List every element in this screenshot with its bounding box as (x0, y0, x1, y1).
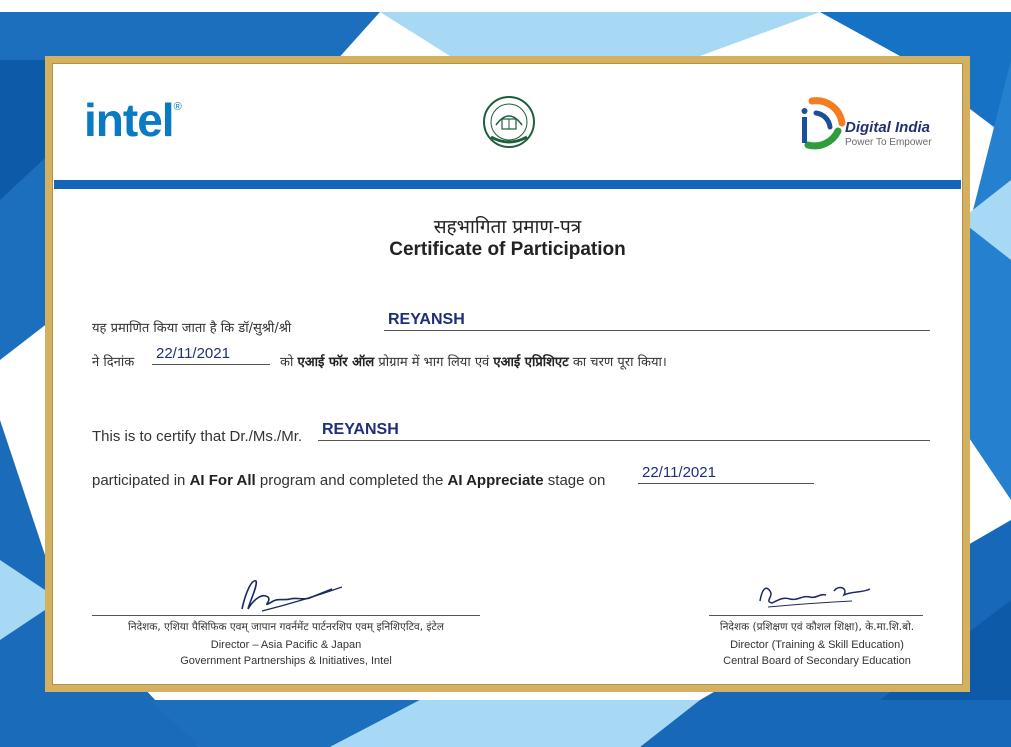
hindi-program-name: एआई फॉर ऑल (297, 355, 375, 370)
english-stage-name: AI Appreciate (447, 472, 544, 489)
english-name-field: REYANSH (318, 421, 930, 441)
intel-wordmark: intel (84, 94, 174, 146)
title-hindi: सहभागिता प्रमाण-पत्र (433, 216, 582, 238)
left-signature-icon (232, 571, 352, 616)
english-line1-prefix: This is to certify that Dr./Ms./Mr. (92, 428, 303, 445)
left-signatory-org: Government Partnerships & Initiatives, Intel (180, 655, 392, 667)
digital-india-title: Digital India (845, 119, 931, 136)
english-line2-part1: participated in (92, 472, 186, 489)
digital-india-logo (845, 119, 932, 148)
hindi-line2-rest (280, 352, 667, 370)
right-signatory-hindi: निदेशक (प्रशिक्षण एवं कौशल शिक्षा), के.मा.शि.बो. (719, 621, 915, 633)
header-divider-band (54, 180, 961, 189)
hindi-line2-part3: का चरण पूरा किया। (572, 355, 667, 370)
hindi-stage-name: एआई एप्रिशिएट (493, 355, 569, 370)
right-signature-line (709, 615, 923, 616)
title-english: Certificate of Participation (389, 239, 626, 260)
certificate-frame (45, 56, 970, 692)
left-signatory (92, 619, 480, 669)
hindi-line2-part1: को (280, 355, 294, 370)
english-line2 (92, 472, 605, 489)
certificate-header (52, 63, 963, 178)
english-date-field: 22/11/2021 (638, 464, 814, 484)
left-signature-line (92, 615, 480, 616)
english-line2-part3: stage on (547, 472, 606, 489)
right-signatory (672, 619, 962, 669)
hindi-line2 (92, 352, 134, 370)
english-line2-part2: program and completed the (259, 472, 444, 489)
right-signatory-org: Central Board of Secondary Education (723, 655, 911, 667)
hindi-line2-part2: प्रोग्राम में भाग लिया एवं (378, 355, 490, 370)
cbse-seal-icon (482, 95, 536, 149)
hindi-date-field: 22/11/2021 (152, 345, 270, 365)
right-signatory-title: Director (Training & Skill Education) (730, 639, 904, 651)
right-signature-icon (752, 571, 892, 616)
hindi-line1-prefix: यह प्रमाणित किया जाता है कि डॉ/सुश्री/श्री (92, 321, 292, 336)
intel-logo: intel® (84, 94, 181, 146)
hindi-name-field: REYANSH (384, 311, 930, 331)
left-signatory-title: Director – Asia Pacific & Japan (210, 639, 362, 651)
left-signatory-hindi: निदेशक, एशिया पैसिफिक एवम् जापान गवर्नमेंट पार्टनरशिप एवम् इनिशिएटिव, इंटेल (128, 621, 444, 633)
hindi-line2-prefix: ने दिनांक (92, 355, 135, 370)
digital-india-tagline: Power To Empower (845, 137, 932, 148)
english-program-name: AI For All (189, 472, 256, 489)
digital-india-logo-icon (794, 93, 852, 155)
